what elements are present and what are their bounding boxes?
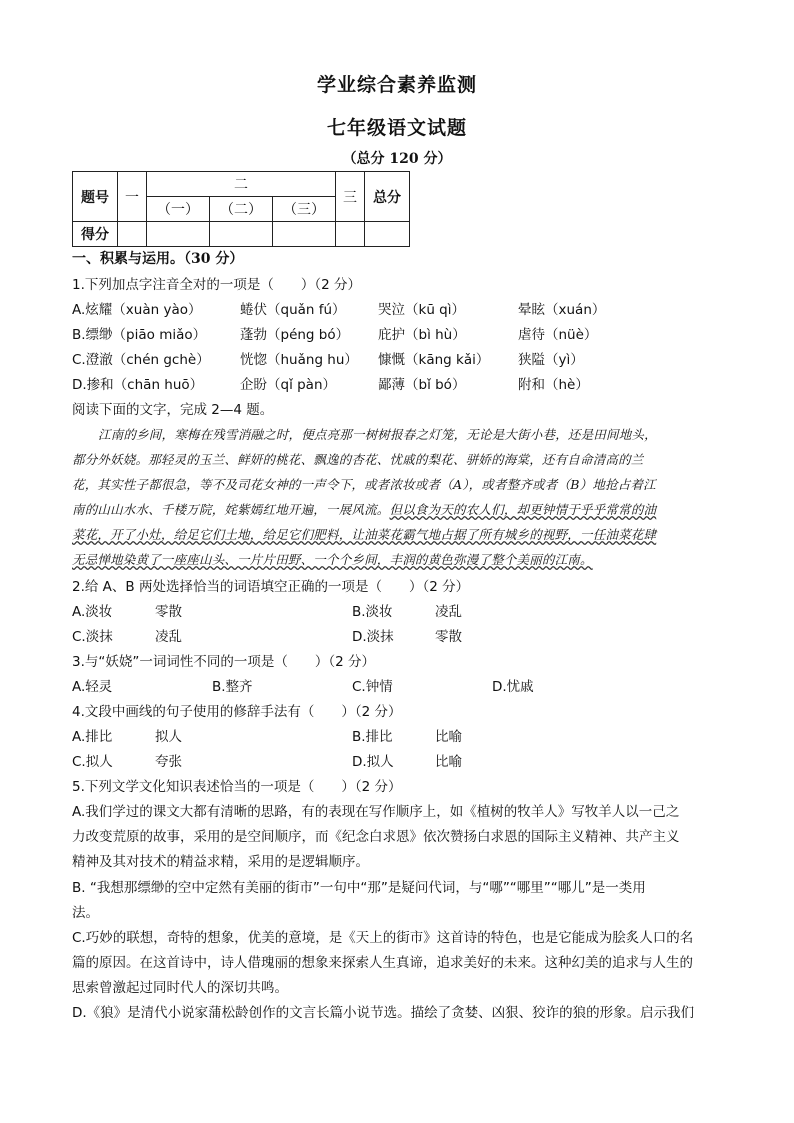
q2-option: 凌乱 [155, 629, 182, 645]
total-score: （总分 120 分） [342, 151, 452, 167]
passage-line [72, 500, 722, 518]
q3-option: D.忧戚 [492, 679, 534, 695]
q5-option-d: D.《狼》是清代小说家蒲松龄创作的文言长篇小说节选。描绘了贪婪、凶狠、狡诈的狼的形象。启示我们 [72, 1005, 695, 1021]
score-cell [273, 222, 336, 247]
score-cell [336, 222, 365, 247]
col-part2-sub1: （一） [147, 197, 210, 222]
q4-option: D.拟人 [352, 754, 394, 770]
question-5-stem: 5.下列文学文化知识表述恰当的一项是（ ）（2 分） [72, 779, 402, 795]
exam-title: 学业综合素养监测 [316, 74, 477, 96]
q1-option: C.澄澈（chén gchè） [72, 352, 210, 368]
q1-option: 虐待（nüè） [518, 327, 598, 343]
question-4-stem: 4.文段中画线的句子使用的修辞手法有（ ）（2 分） [72, 704, 402, 720]
col-part2-sub2: （二） [210, 197, 273, 222]
col-part2-sub3: （三） [273, 197, 336, 222]
col-part2: 二 [147, 172, 336, 197]
q2-option: B.淡妆 [352, 604, 393, 620]
score-cell [365, 222, 410, 247]
reading-intro: 阅读下面的文字，完成 2—4 题。 [72, 402, 274, 418]
passage-line: 花，其实性子都很急，等不及司花女神的一声令下，或者浓妆或者（A），或者整齐或者（B）地抢占着江 [72, 477, 656, 492]
q5-option-c: C.巧妙的联想，奇特的想象，优美的意境，是《天上的街市》这首诗的特色，也是它能成为脍炙人口的名 [72, 930, 694, 946]
exam-subtitle: 七年级语文试题 [326, 117, 467, 139]
col-total: 总分 [365, 172, 410, 222]
q1-option: 恍惚（huǎng hu） [240, 352, 358, 368]
q3-option: C.钟情 [352, 679, 393, 695]
passage-line: 江南的乡间，寒梅在残雪消融之时，便点亮那一树树报春之灯笼，无论是大街小巷，还是田间地头， [98, 427, 657, 442]
question-1-stem: 1.下列加点字注音全对的一项是（ ）（2 分） [72, 277, 362, 293]
q2-option: 凌乱 [435, 604, 462, 620]
q2-option: C.淡抹 [72, 629, 113, 645]
q4-option: B.排比 [352, 729, 393, 745]
q2-option: A.淡妆 [72, 604, 113, 620]
q2-option: D.淡抹 [352, 629, 394, 645]
passage-text: 南的山山水水、千楼万院，姹紫嫣红地开遍，一展风流。 [72, 502, 390, 517]
q1-option: 附和（hè） [518, 377, 589, 393]
underlined-sentence: 但以食为天的农人们，却更钟情于乎乎常常的油 [389, 502, 657, 517]
section-heading: 一、积累与运用。（30 分） [72, 251, 244, 267]
label-question-no: 题号 [73, 172, 118, 222]
q1-option: B.缥缈（piāo miǎo） [72, 327, 207, 343]
q1-option: 蜷伏（quǎn fú） [240, 302, 346, 318]
q3-option: A.轻灵 [72, 679, 113, 695]
q5-option-c: 思索曾激起过同时代人的深切共鸣。 [72, 980, 288, 996]
q3-option: B.整齐 [212, 679, 253, 695]
score-cell [210, 222, 273, 247]
question-3-stem: 3.与“妖娆”一词词性不同的一项是（ ）（2 分） [72, 654, 375, 670]
q2-option: 零散 [155, 604, 182, 620]
q1-option: 庇护（bì hù） [378, 327, 466, 343]
q5-option-a: 力改变荒原的故事，采用的是空间顺序，而《纪念白求恩》依次赞扬白求恩的国际主义精神、共产主义 [72, 829, 680, 845]
q5-option-b: B. “我想那缥缈的空中定然有美丽的街市”一句中“那”是疑问代词，与“哪”“哪里”“哪儿”是一类用 [72, 880, 646, 896]
q1-option: 蓬勃（péng bó） [240, 327, 350, 343]
label-score: 得分 [73, 222, 118, 247]
underlined-sentence: 无忌惮地染黄了一座座山头、一片片田野、一个个乡间，丰润的黄色弥漫了整个美丽的江南。 [72, 552, 593, 567]
col-part1: 一 [118, 172, 147, 222]
col-part3: 三 [336, 172, 365, 222]
q4-option: 比喻 [435, 754, 462, 770]
q1-option: 慷慨（kāng kǎi） [378, 352, 490, 368]
passage-line: 都分外妖娆。那轻灵的玉兰、鲜妍的桃花、飘逸的杏花、忧戚的梨花、骈娇的海棠，还有自命清高的兰 [72, 452, 644, 467]
q1-option: 晕眩（xuán） [518, 302, 606, 318]
score-cell [147, 222, 210, 247]
q4-option: 拟人 [155, 729, 182, 745]
q5-option-c: 篇的原因。在这首诗中，诗人借瑰丽的想象来探索人生真谛，追求美好的未来。这种幻美的追求与人生的 [72, 955, 693, 971]
q5-option-b: 法。 [72, 905, 99, 921]
underlined-sentence: 菜花，开了小灶，给足它们土地，给足它们肥料，让油菜花霸气地占据了所有城乡的视野，一任油菜花肆 [72, 527, 657, 542]
q5-option-a: A.我们学过的课文大都有清晰的思路，有的表现在写作顺序上，如《植树的牧羊人》写牧羊人以一己之 [72, 804, 680, 820]
q4-option: 比喻 [435, 729, 462, 745]
q5-option-a: 精神及其对技术的精益求精，采用的是逻辑顺序。 [72, 854, 369, 870]
q4-option: A.排比 [72, 729, 113, 745]
score-table [72, 171, 410, 247]
q1-option: 哭泣（kū qì） [378, 302, 465, 318]
score-cell [118, 222, 147, 247]
q1-option: 企盼（qǐ pàn） [240, 377, 337, 393]
q4-option: 夸张 [155, 754, 182, 770]
question-2-stem: 2.给 A、B 两处选择恰当的词语填空正确的一项是（ ）（2 分） [72, 579, 470, 595]
q1-option: 鄙薄（bǐ bó） [378, 377, 466, 393]
q4-option: C.拟人 [72, 754, 113, 770]
q1-option: 狭隘（yì） [518, 352, 584, 368]
q1-option: A.炫耀（xuàn yào） [72, 302, 202, 318]
q1-option: D.掺和（chān huō） [72, 377, 204, 393]
q2-option: 零散 [435, 629, 462, 645]
